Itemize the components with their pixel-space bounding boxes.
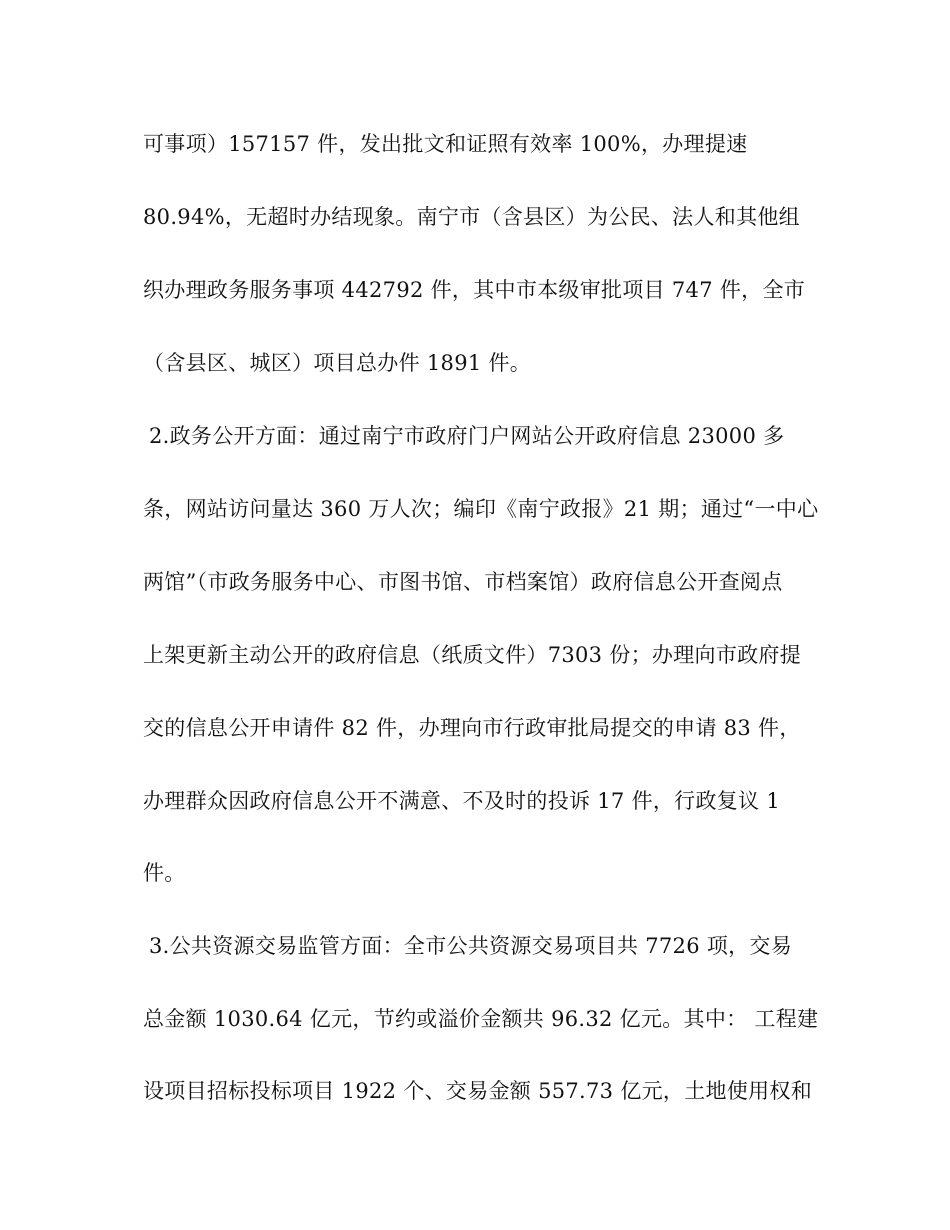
body-text-line: 可事项）157157 件，发出批文和证照有效率 100%，办理提速 (143, 132, 748, 156)
body-text-line: 件。 (143, 861, 186, 885)
body-text-line: 条，网站访问量达 360 万人次；编印《南宁政报》21 期；通过“一中心 (143, 497, 819, 521)
body-text-line: 两馆”（市政务服务中心、市图书馆、市档案馆）政府信息公开查阅点 (143, 570, 783, 594)
body-text-line: 设项目招标投标项目 1922 个、交易金额 557.73 亿元，土地使用权和 (143, 1079, 813, 1103)
section-heading-line: 2.政务公开方面：通过南宁市政府门户网站公开政府信息 23000 多 (149, 424, 785, 448)
body-text-line: 交的信息公开申请件 82 件，办理向市行政审批局提交的申请 83 件， (143, 716, 801, 740)
body-text-line: 80.94%，无超时办结现象。南宁市（含县区）为公民、法人和其他组 (143, 205, 800, 229)
body-text-line: 总金额 1030.64 亿元，节约或溢价金额共 96.32 亿元。其中： 工程建 (143, 1007, 819, 1031)
body-text-line: 织办理政务服务事项 442792 件，其中市本级审批项目 747 件，全市 (143, 278, 806, 302)
body-text-line: 上架更新主动公开的政府信息（纸质文件）7303 份；办理向市政府提 (143, 643, 802, 667)
section-heading-line: 3.公共资源交易监管方面：全市公共资源交易项目共 7726 项，交易 (149, 934, 793, 958)
body-text-line: 办理群众因政府信息公开不满意、不及时的投诉 17 件，行政复议 1 (143, 789, 781, 813)
body-text-line: （含县区、城区）项目总办件 1891 件。 (143, 351, 532, 375)
